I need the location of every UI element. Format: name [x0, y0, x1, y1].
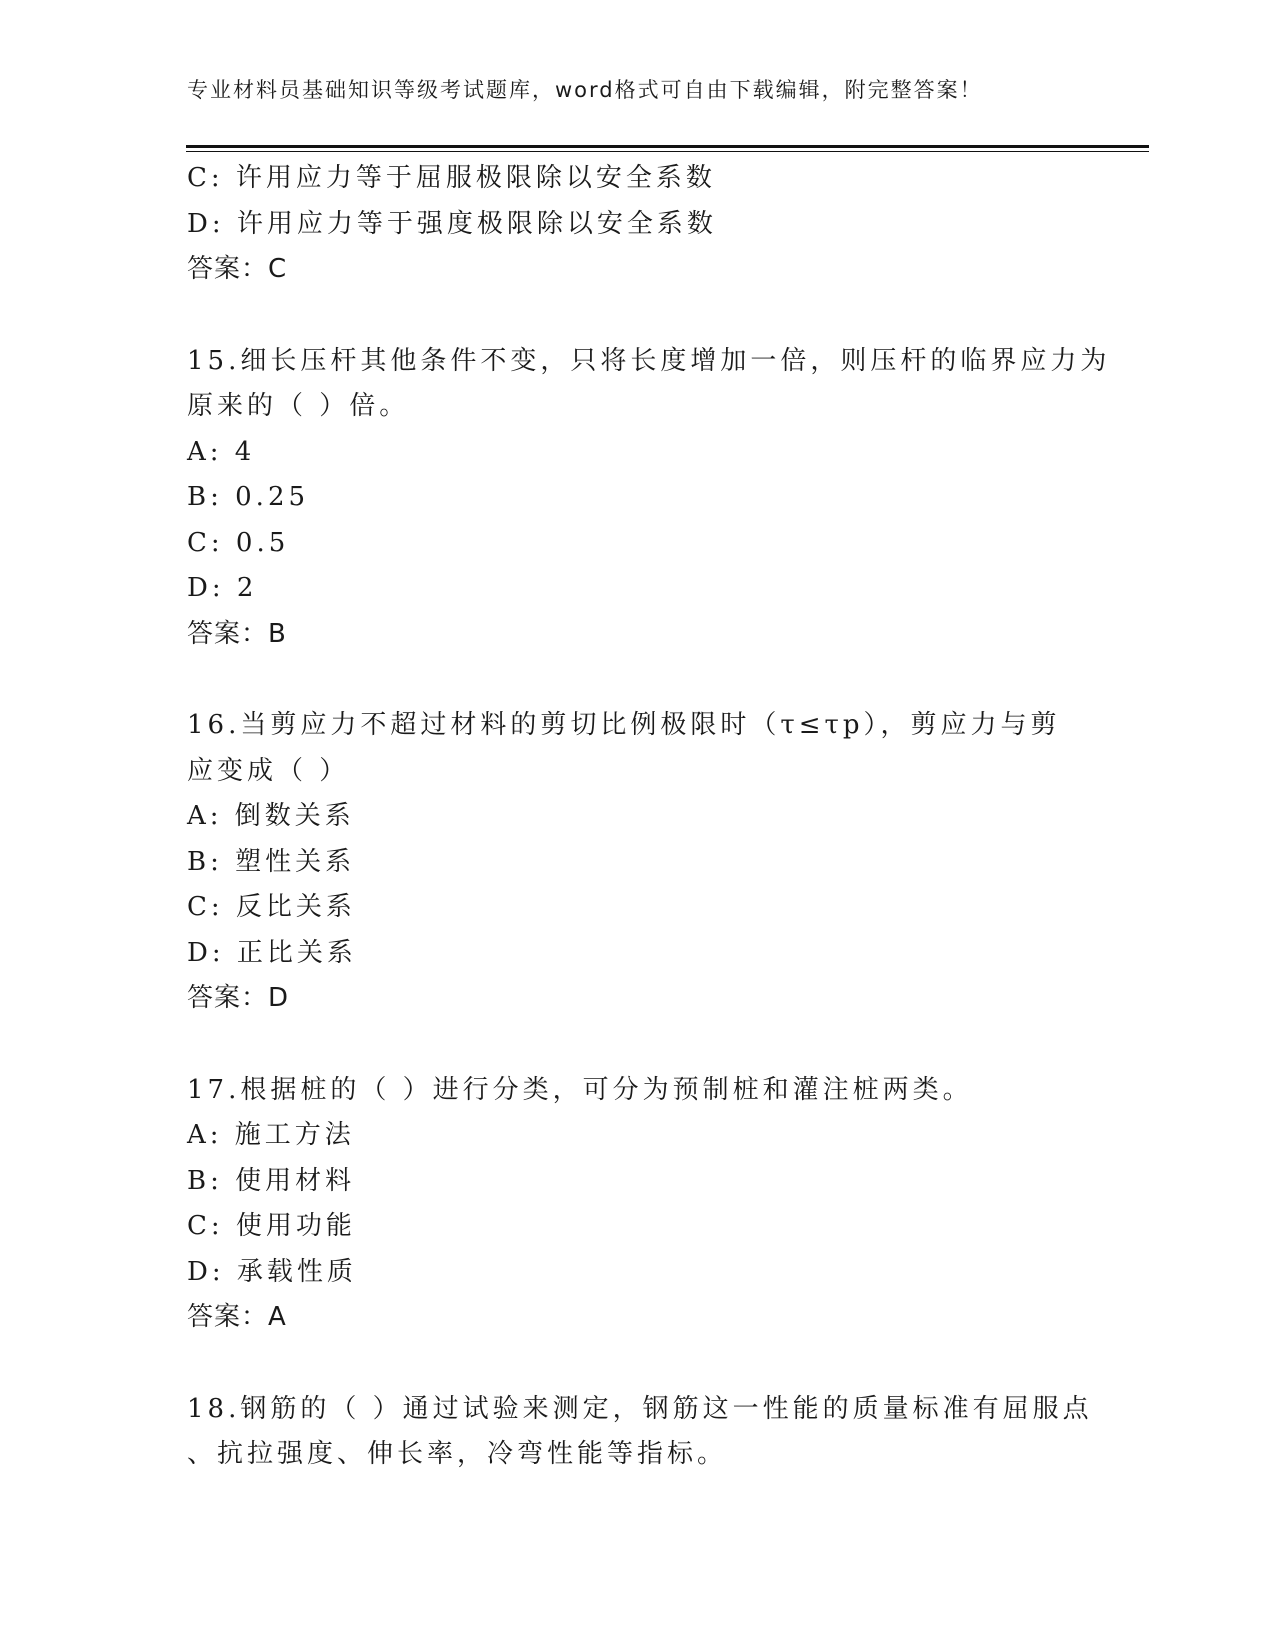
header-rule-thick — [186, 145, 1149, 148]
question-text-line: 17.根据桩的（ ）进行分类，可分为预制桩和灌注桩两类。 — [187, 1074, 973, 1105]
answer-line: 答案：A — [187, 1302, 287, 1332]
option-c: C: 许用应力等于屈服极限除以安全系数 — [187, 163, 716, 193]
question-15 — [187, 339, 1117, 658]
question-text-line: 原来的（ ）倍。 — [187, 391, 410, 421]
option-b: B: 0.25 — [187, 482, 310, 512]
question-16 — [187, 703, 1117, 1022]
question-text-line: 15.细长压杆其他条件不变，只将长度增加一倍，则压杆的临界应力为 — [187, 345, 1111, 376]
option-a: A: 4 — [187, 436, 256, 467]
page-header: 专业材料员基础知识等级考试题库，word格式可自由下载编辑，附完整答案！ — [187, 78, 983, 102]
option-c: C: 反比关系 — [187, 892, 356, 922]
option-d: D: 2 — [187, 573, 258, 603]
header-rule-thin — [186, 151, 1149, 152]
answer-line: 答案：B — [187, 618, 287, 649]
option-a: A: 倒数关系 — [187, 801, 355, 831]
answer-line: 答案：C — [187, 254, 288, 284]
spacer — [187, 1022, 1117, 1068]
option-c: C: 使用功能 — [187, 1211, 356, 1241]
question-17 — [187, 1068, 1117, 1341]
answer-line: 答案：D — [187, 983, 290, 1013]
option-c: C: 0.5 — [187, 527, 290, 558]
question-text-line: 18.钢筋的（ ）通过试验来测定，钢筋这一性能的质量标准有屈服点 — [187, 1393, 1093, 1424]
option-d: D: 正比关系 — [187, 937, 357, 968]
option-a: A: 施工方法 — [187, 1120, 355, 1150]
spacer — [187, 657, 1117, 703]
question-text-line: 、抗拉强度、伸长率，冷弯性能等指标。 — [187, 1439, 728, 1469]
question-text-line: 16.当剪应力不超过材料的剪切比例极限时（τ≤τp），剪应力与剪 — [187, 710, 1061, 740]
option-d: D: 许用应力等于强度极限除以安全系数 — [187, 208, 717, 239]
question-list — [187, 156, 1117, 1478]
question-text-line: 应变成（ ） — [187, 755, 350, 786]
option-b: B: 使用材料 — [187, 1165, 356, 1196]
question-18 — [187, 1387, 1117, 1478]
option-b: B: 塑性关系 — [187, 846, 356, 877]
spacer — [187, 1341, 1117, 1387]
option-d: D: 承载性质 — [187, 1256, 357, 1287]
spacer — [187, 293, 1117, 339]
question-14-tail — [187, 156, 1117, 293]
